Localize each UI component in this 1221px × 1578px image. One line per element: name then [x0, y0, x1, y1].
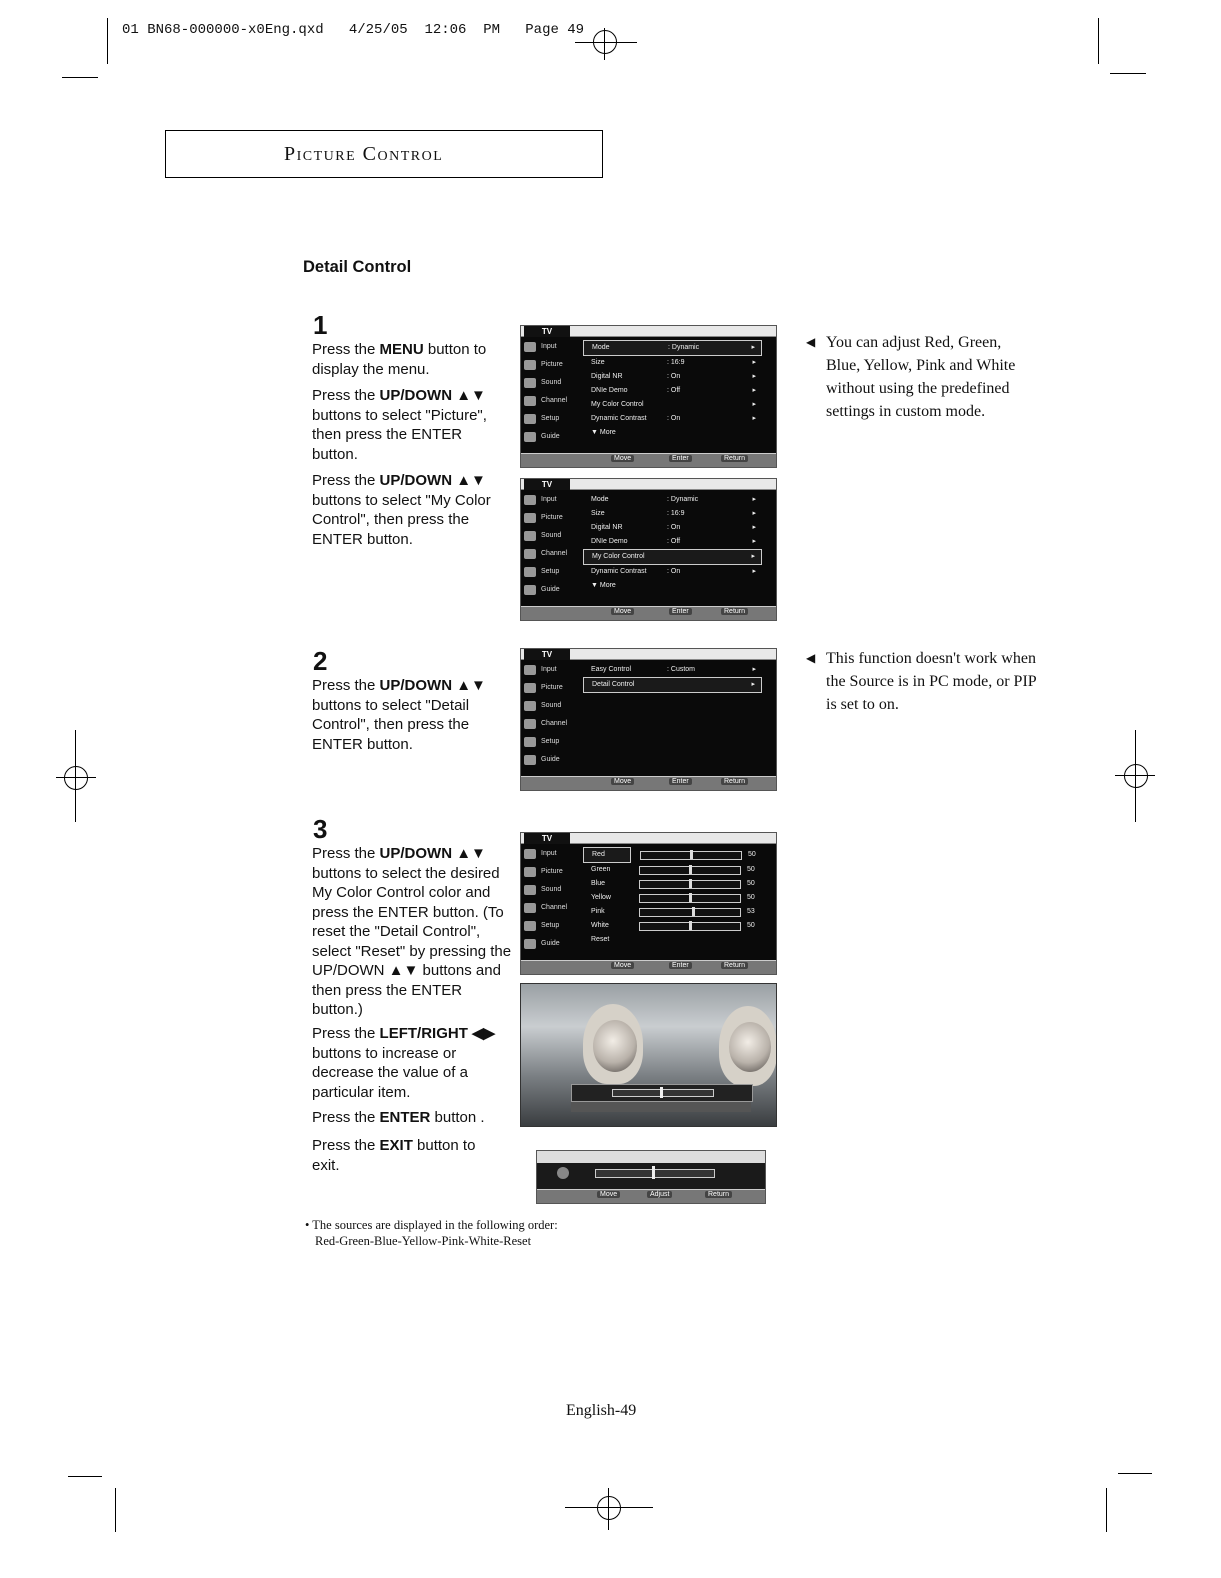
color-slider	[640, 851, 742, 860]
tv-adjust-bar-screenshot: Move Adjust Return	[536, 1150, 766, 1204]
step-1-paragraph-1: Press the MENU button to display the menu.	[312, 341, 487, 378]
crop-mark	[1106, 1488, 1107, 1532]
crop-mark	[1135, 730, 1136, 822]
crop-mark	[62, 77, 98, 78]
color-slider-value: 50	[747, 880, 755, 887]
step-number: 1	[313, 310, 328, 340]
tv-menu-screenshot-picture: TV Input Picture Sound Channel Setup Guide Mode : Dynamic ▸ Size : 16:9 ▸ Digital NR : On ▸ DNIe Demo : Off ▸ My Color Control ▸ Dynamic Contrast : On ▸ ▼ More Move Enter Return	[520, 325, 777, 468]
step-2-paragraph-1: Press the UP/DOWN ▲▼ buttons to select "Detail Control", then press the ENTER button.	[312, 677, 486, 753]
step-number: 2	[313, 646, 328, 676]
crop-mark	[575, 42, 637, 43]
page-title: Picture Control	[284, 143, 444, 165]
crop-mark	[604, 28, 605, 60]
color-slider	[639, 908, 741, 917]
crop-mark	[115, 1488, 116, 1532]
crop-mark	[1110, 73, 1146, 74]
registration-mark	[1124, 764, 1148, 788]
registration-mark	[597, 1496, 621, 1520]
tv-menu-screenshot-color-sliders: TV Input Picture Sound Channel Setup Guide Red 50 Green 50 Blue 50 Yellow 50 Pink 53 White 50 Reset Move Enter Return	[520, 832, 777, 975]
side-note: ◀ This function doesn't work when the Source is in PC mode, or PIP is set to on.	[826, 647, 1046, 716]
step-1-paragraph-3: Press the UP/DOWN ▲▼ buttons to select "My Color Control", then press the ENTER button.	[312, 472, 491, 548]
color-slider	[639, 922, 741, 931]
crop-mark	[1098, 18, 1099, 64]
pointer-arrow-icon: ◀	[806, 335, 816, 349]
section-title: Detail Control	[303, 258, 412, 276]
color-slider	[639, 880, 741, 889]
color-slider-value: 50	[748, 851, 756, 858]
color-slider	[639, 866, 741, 875]
tv-menu-screenshot-detail-control: TV Input Picture Sound Channel Setup Guide Easy Control : Custom ▸ Detail Control ▸ Move Enter Return	[520, 648, 777, 791]
step-3-paragraph-4: Press the EXIT button to exit.	[312, 1137, 476, 1174]
color-slider-value: 50	[747, 894, 755, 901]
side-note: ◀ You can adjust Red, Green, Blue, Yellow, Pink and White without using the predefined settings in custom mode.	[826, 331, 1036, 423]
slug-line: 01 BN68-000000-x0Eng.qxd 4/25/05 12:06 PM Page 49	[122, 22, 585, 38]
step-3-paragraph-3: Press the ENTER button .	[312, 1109, 485, 1126]
color-slider-value: 50	[747, 922, 755, 929]
crop-mark	[56, 777, 96, 778]
page-number: English-49	[566, 1402, 637, 1419]
crop-mark	[107, 18, 108, 64]
step-1-paragraph-2: Press the UP/DOWN ▲▼ buttons to select "Picture", then press the ENTER button.	[312, 387, 487, 463]
section-header	[165, 130, 603, 178]
step-number: 3	[313, 814, 328, 844]
color-slider-value: 50	[747, 866, 755, 873]
registration-mark	[64, 766, 88, 790]
color-slider	[639, 894, 741, 903]
step-3-paragraph-2: Press the LEFT/RIGHT ◀▶ buttons to increase or decrease the value of a particular item.	[312, 1025, 496, 1101]
tv-preview-image	[520, 983, 777, 1127]
crop-mark	[608, 1488, 609, 1530]
crop-mark	[75, 730, 76, 822]
step-3-paragraph-1: Press the UP/DOWN ▲▼ buttons to select the desired My Color Control color and press the ENTER button. (To reset the "Detail Control", select "Reset" by pressing the UP/DOWN ▲▼ buttons and then press the ENTER button.)	[312, 845, 512, 1018]
crop-mark	[565, 1507, 653, 1508]
crop-mark	[1115, 775, 1155, 776]
pointer-arrow-icon: ◀	[806, 651, 816, 665]
crop-mark	[68, 1476, 102, 1477]
tv-menu-screenshot-my-color-control: TV Input Picture Sound Channel Setup Guide Mode : Dynamic ▸ Size : 16:9 ▸ Digital NR : On ▸ DNIe Demo : Off ▸ My Color Control ▸ Dynamic Contrast : On ▸ ▼ More Move Enter Return	[520, 478, 777, 621]
footnote: • The sources are displayed in the following order: Red-Green-Blue-Yellow-Pink-White-Reset	[305, 1218, 558, 1248]
color-slider-value: 53	[747, 908, 755, 915]
crop-mark	[1118, 1473, 1152, 1474]
